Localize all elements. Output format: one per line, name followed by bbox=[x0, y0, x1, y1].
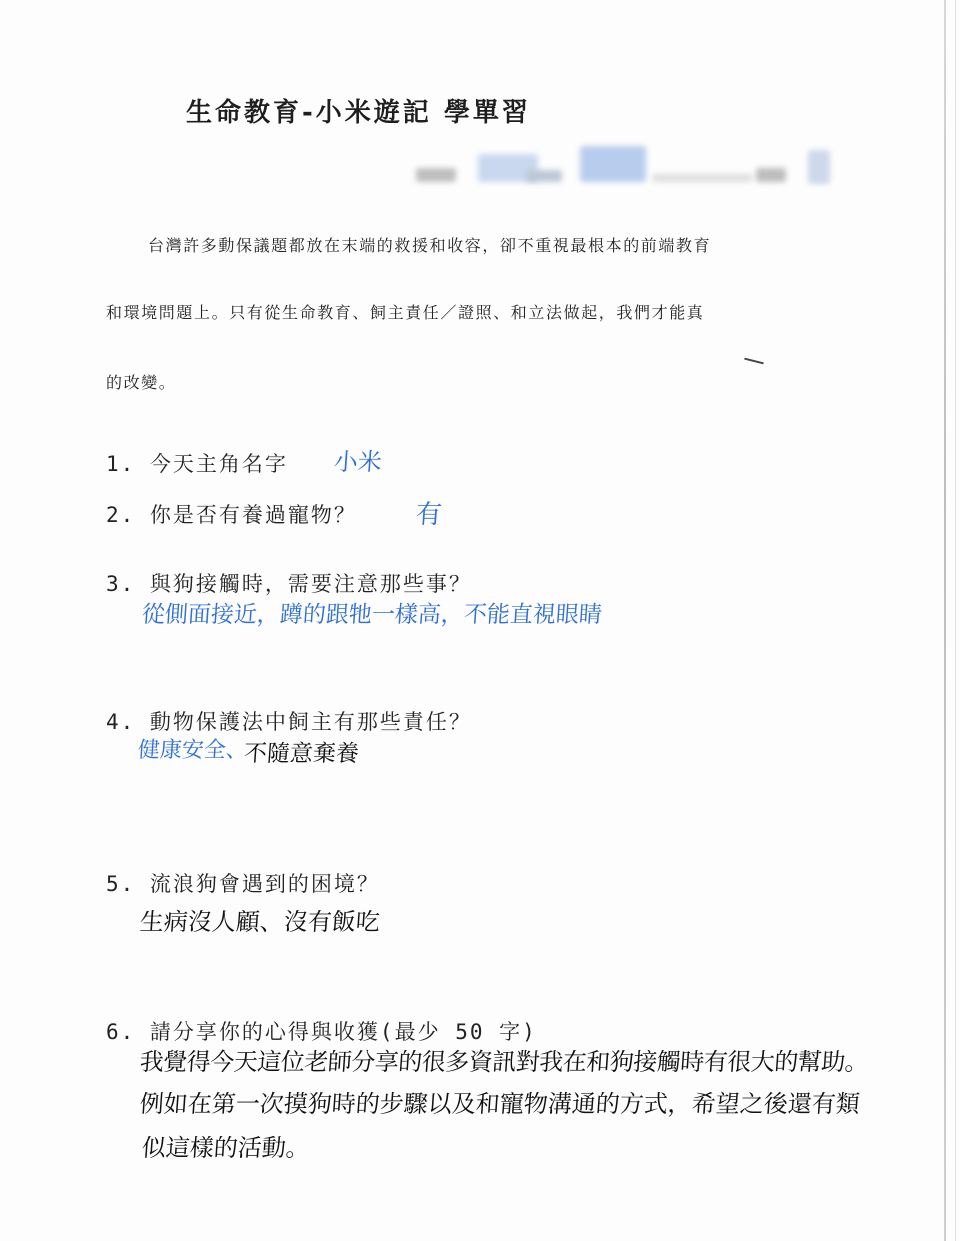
answer-6-line: 我覺得今天這位老師分享的很多資訊對我在和狗接觸時有很大的幫助。 bbox=[138, 1048, 870, 1076]
question-6: 6. 請分享你的心得與收獲(最少 50 字) bbox=[106, 1020, 537, 1044]
redacted-name-area bbox=[416, 146, 840, 194]
intro-line: 的改變。 bbox=[106, 373, 177, 392]
question-1: 1. 今天主角名字 bbox=[106, 452, 288, 476]
answer-5: 生病沒人顧、沒有飯吃 bbox=[138, 908, 381, 936]
answer-6-line: 例如在第一次摸狗時的步驟以及和寵物溝通的方式，希望之後還有類 bbox=[138, 1090, 861, 1118]
question-2: 2. 你是否有養過寵物？ bbox=[106, 503, 357, 527]
answer-4-part-b: 不隨意棄養 bbox=[242, 741, 360, 767]
scan-edge bbox=[944, 0, 946, 1241]
question-5: 5. 流浪狗會遇到的困境？ bbox=[106, 872, 380, 896]
answer-3: 從側面接近，蹲的跟牠一樣高，不能直視眼睛 bbox=[140, 602, 603, 628]
scan-edge-outer bbox=[955, 0, 956, 1241]
pen-mark bbox=[744, 358, 764, 365]
intro-line: 台灣許多動保議題都放在末端的救援和收容，卻不重視最根本的前端教育 bbox=[148, 236, 712, 255]
answer-1: 小米 bbox=[332, 448, 383, 476]
intro-line: 和環境問題上。只有從生命教育、飼主責任／證照、和立法做起，我們才能真 bbox=[106, 303, 705, 322]
question-4: 4. 動物保護法中飼主有那些責任？ bbox=[106, 710, 472, 734]
answer-4-part-a: 健康安全、 bbox=[136, 738, 249, 763]
worksheet-title: 生命教育-小米遊記 學單習 bbox=[186, 98, 531, 128]
question-3: 3. 與狗接觸時，需要注意那些事？ bbox=[106, 572, 472, 596]
answer-6-line: 似這樣的活動。 bbox=[140, 1134, 311, 1162]
answer-2: 有 bbox=[414, 500, 443, 530]
